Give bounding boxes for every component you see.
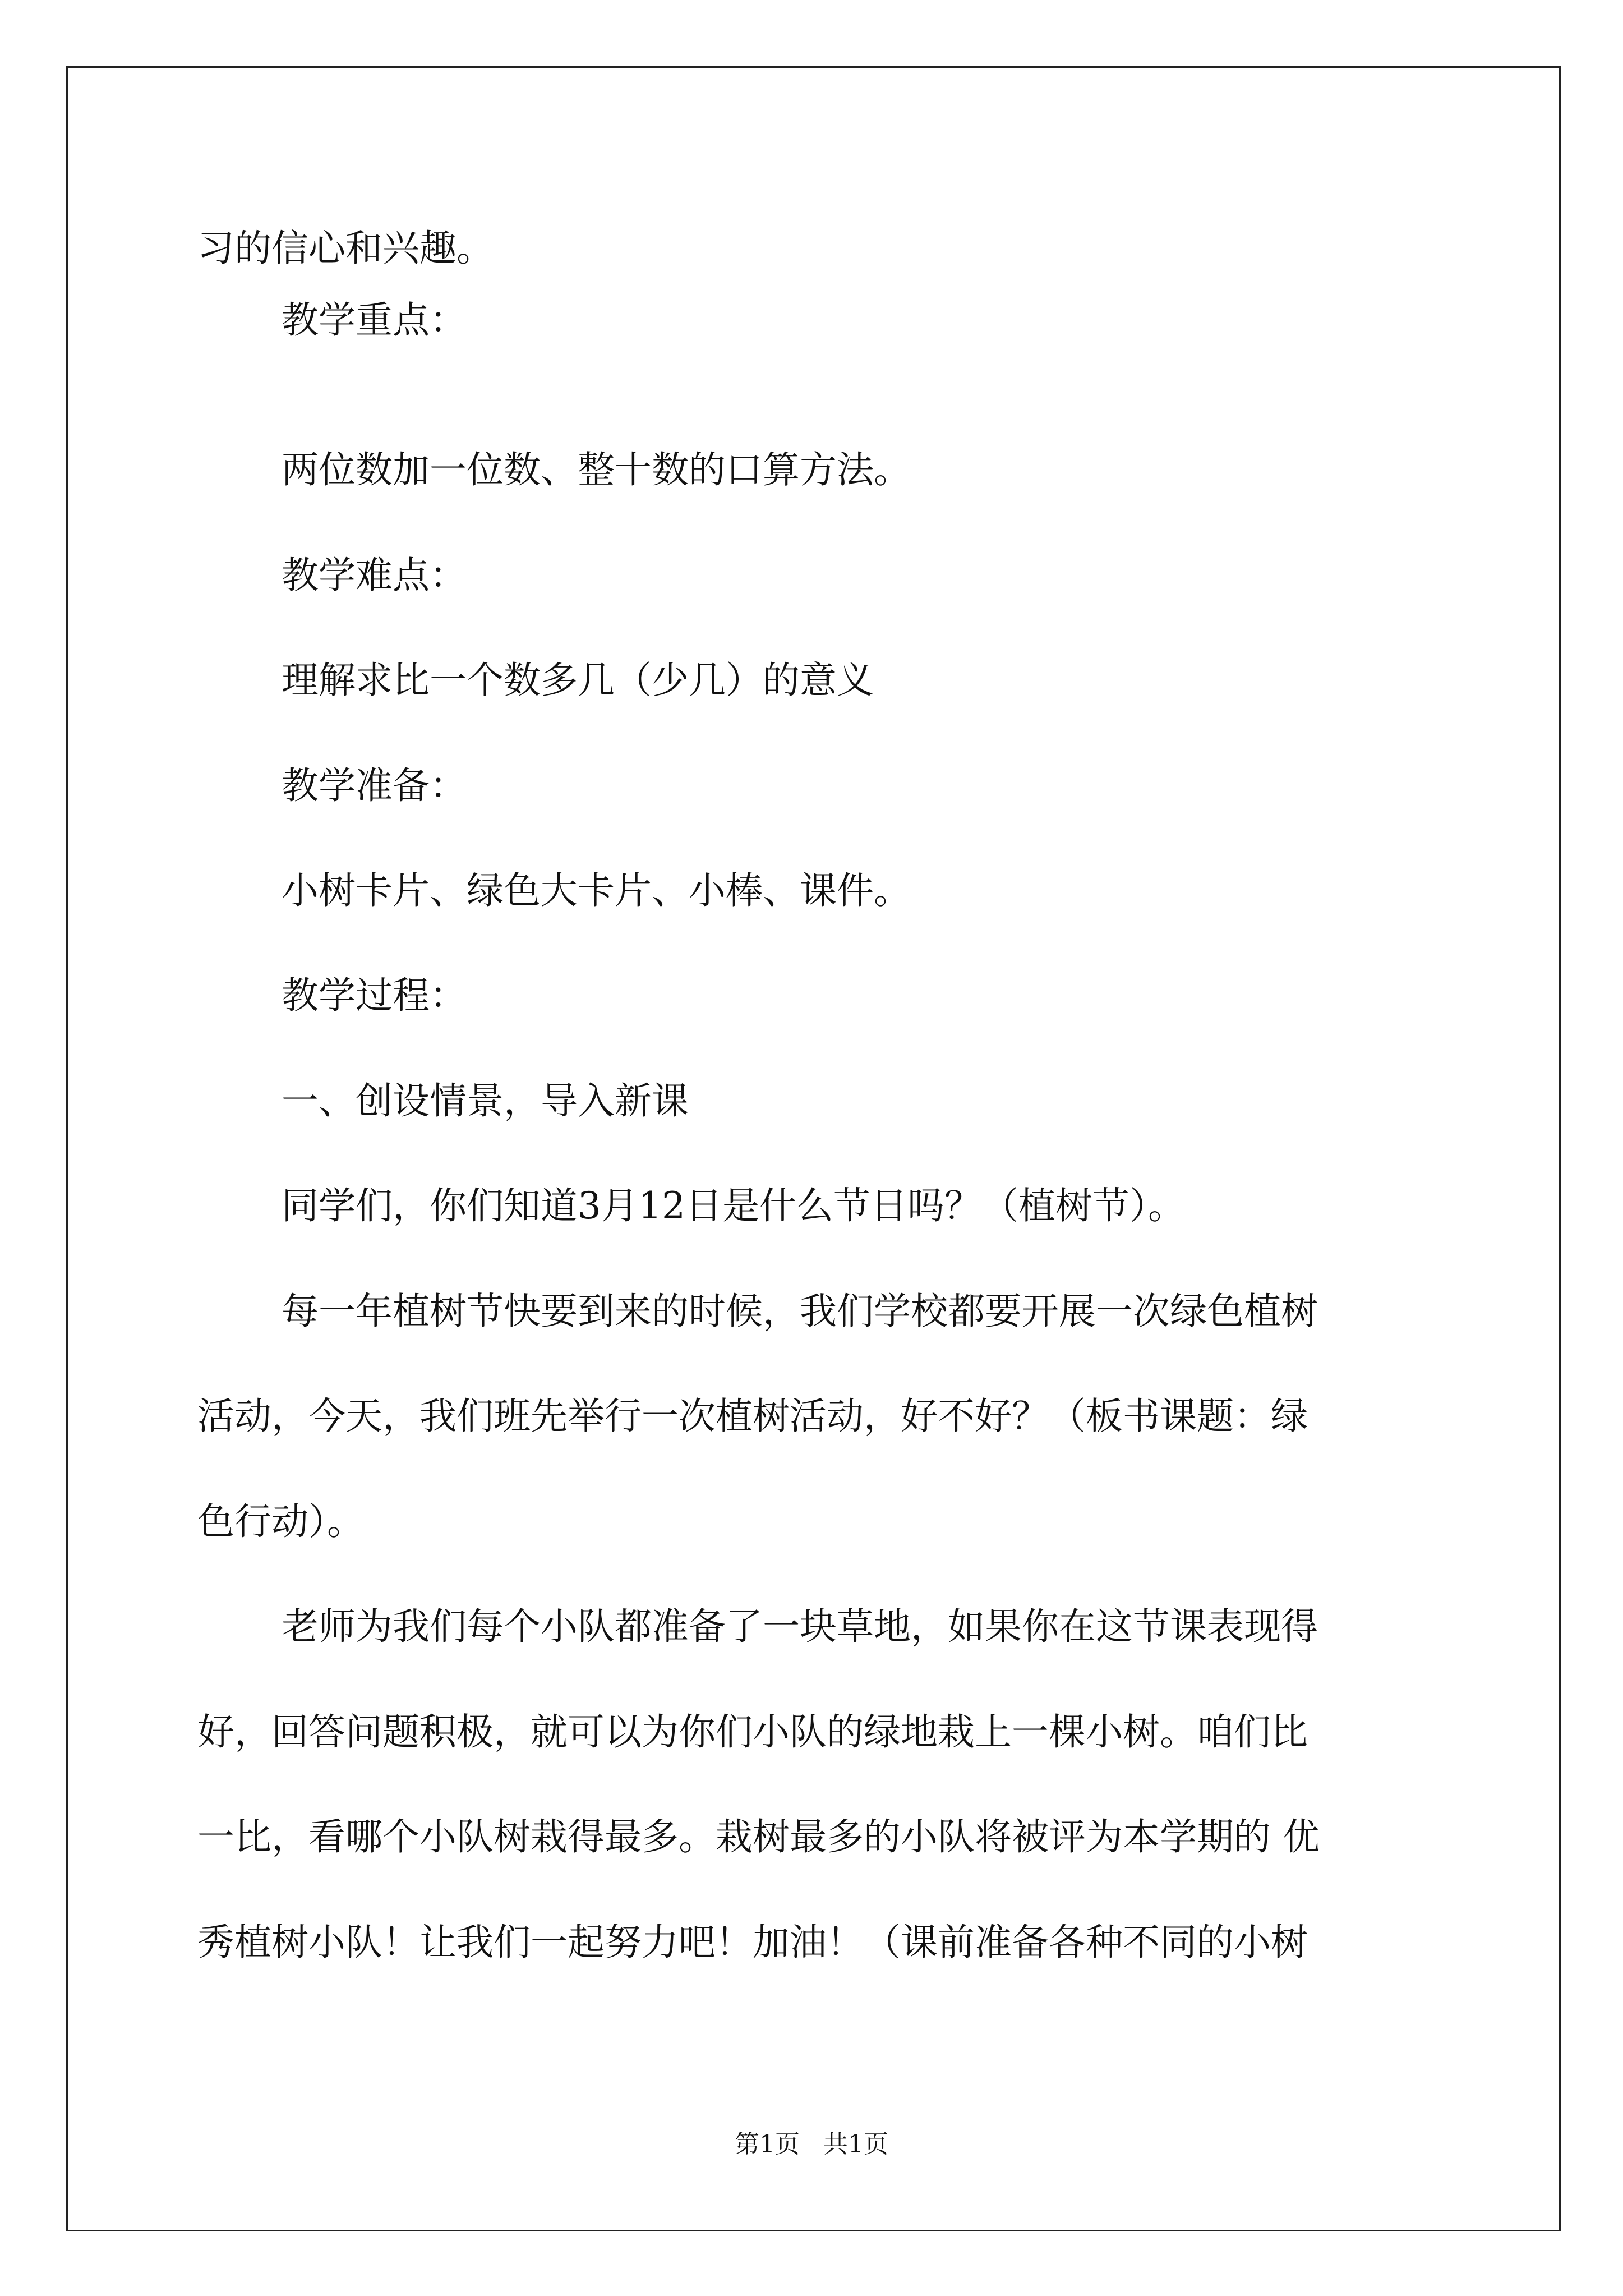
paragraph-line-13: 色行动）。: [197, 1500, 364, 1543]
paragraph-line-14: 老师为我们每个小队都准备了一块草地，如果你在这节课表现得: [282, 1605, 1318, 1648]
paragraph-line-7: 小树卡片、绿色大卡片、小棒、课件。: [282, 869, 911, 912]
section-heading-1: 一、创设情景，导入新课: [282, 1079, 689, 1122]
paragraph-line-15: 好，回答问题积极，就可以为你们小队的绿地栽上一棵小树。咱们比: [197, 1710, 1308, 1754]
paragraph-line-17: 秀植树小队！让我们一起努力吧！加油！（课前准备各种不同的小树: [197, 1921, 1308, 1964]
heading-teaching-preparation: 教学准备：: [282, 764, 467, 807]
paragraph-line-3: 两位数加一位数、整十数的口算方法。: [282, 448, 911, 491]
paragraph-line-5: 理解求比一个数多几（少几）的意义: [282, 659, 874, 702]
paragraph-line-16: 一比，看哪个小队树栽得最多。栽树最多的小队将被评为本学期的 优: [197, 1815, 1320, 1858]
heading-teaching-difficulty: 教学难点：: [282, 554, 467, 597]
page-number-footer: 第1页 共1页: [735, 2130, 888, 2159]
paragraph-line-1: 习的信心和兴趣。: [197, 227, 494, 270]
heading-teaching-focus: 教学重点：: [282, 298, 467, 342]
paragraph-line-12: 活动，今天，我们班先举行一次植树活动，好不好？（板书课题：绿: [197, 1395, 1308, 1438]
heading-teaching-process: 教学过程：: [282, 974, 467, 1017]
paragraph-line-10: 同学们，你们知道3月12日是什么节日吗？（植树节）。: [282, 1184, 1185, 1227]
paragraph-line-11: 每一年植树节快要到来的时候，我们学校都要开展一次绿色植树: [282, 1290, 1318, 1333]
page-border: [66, 66, 1561, 2231]
